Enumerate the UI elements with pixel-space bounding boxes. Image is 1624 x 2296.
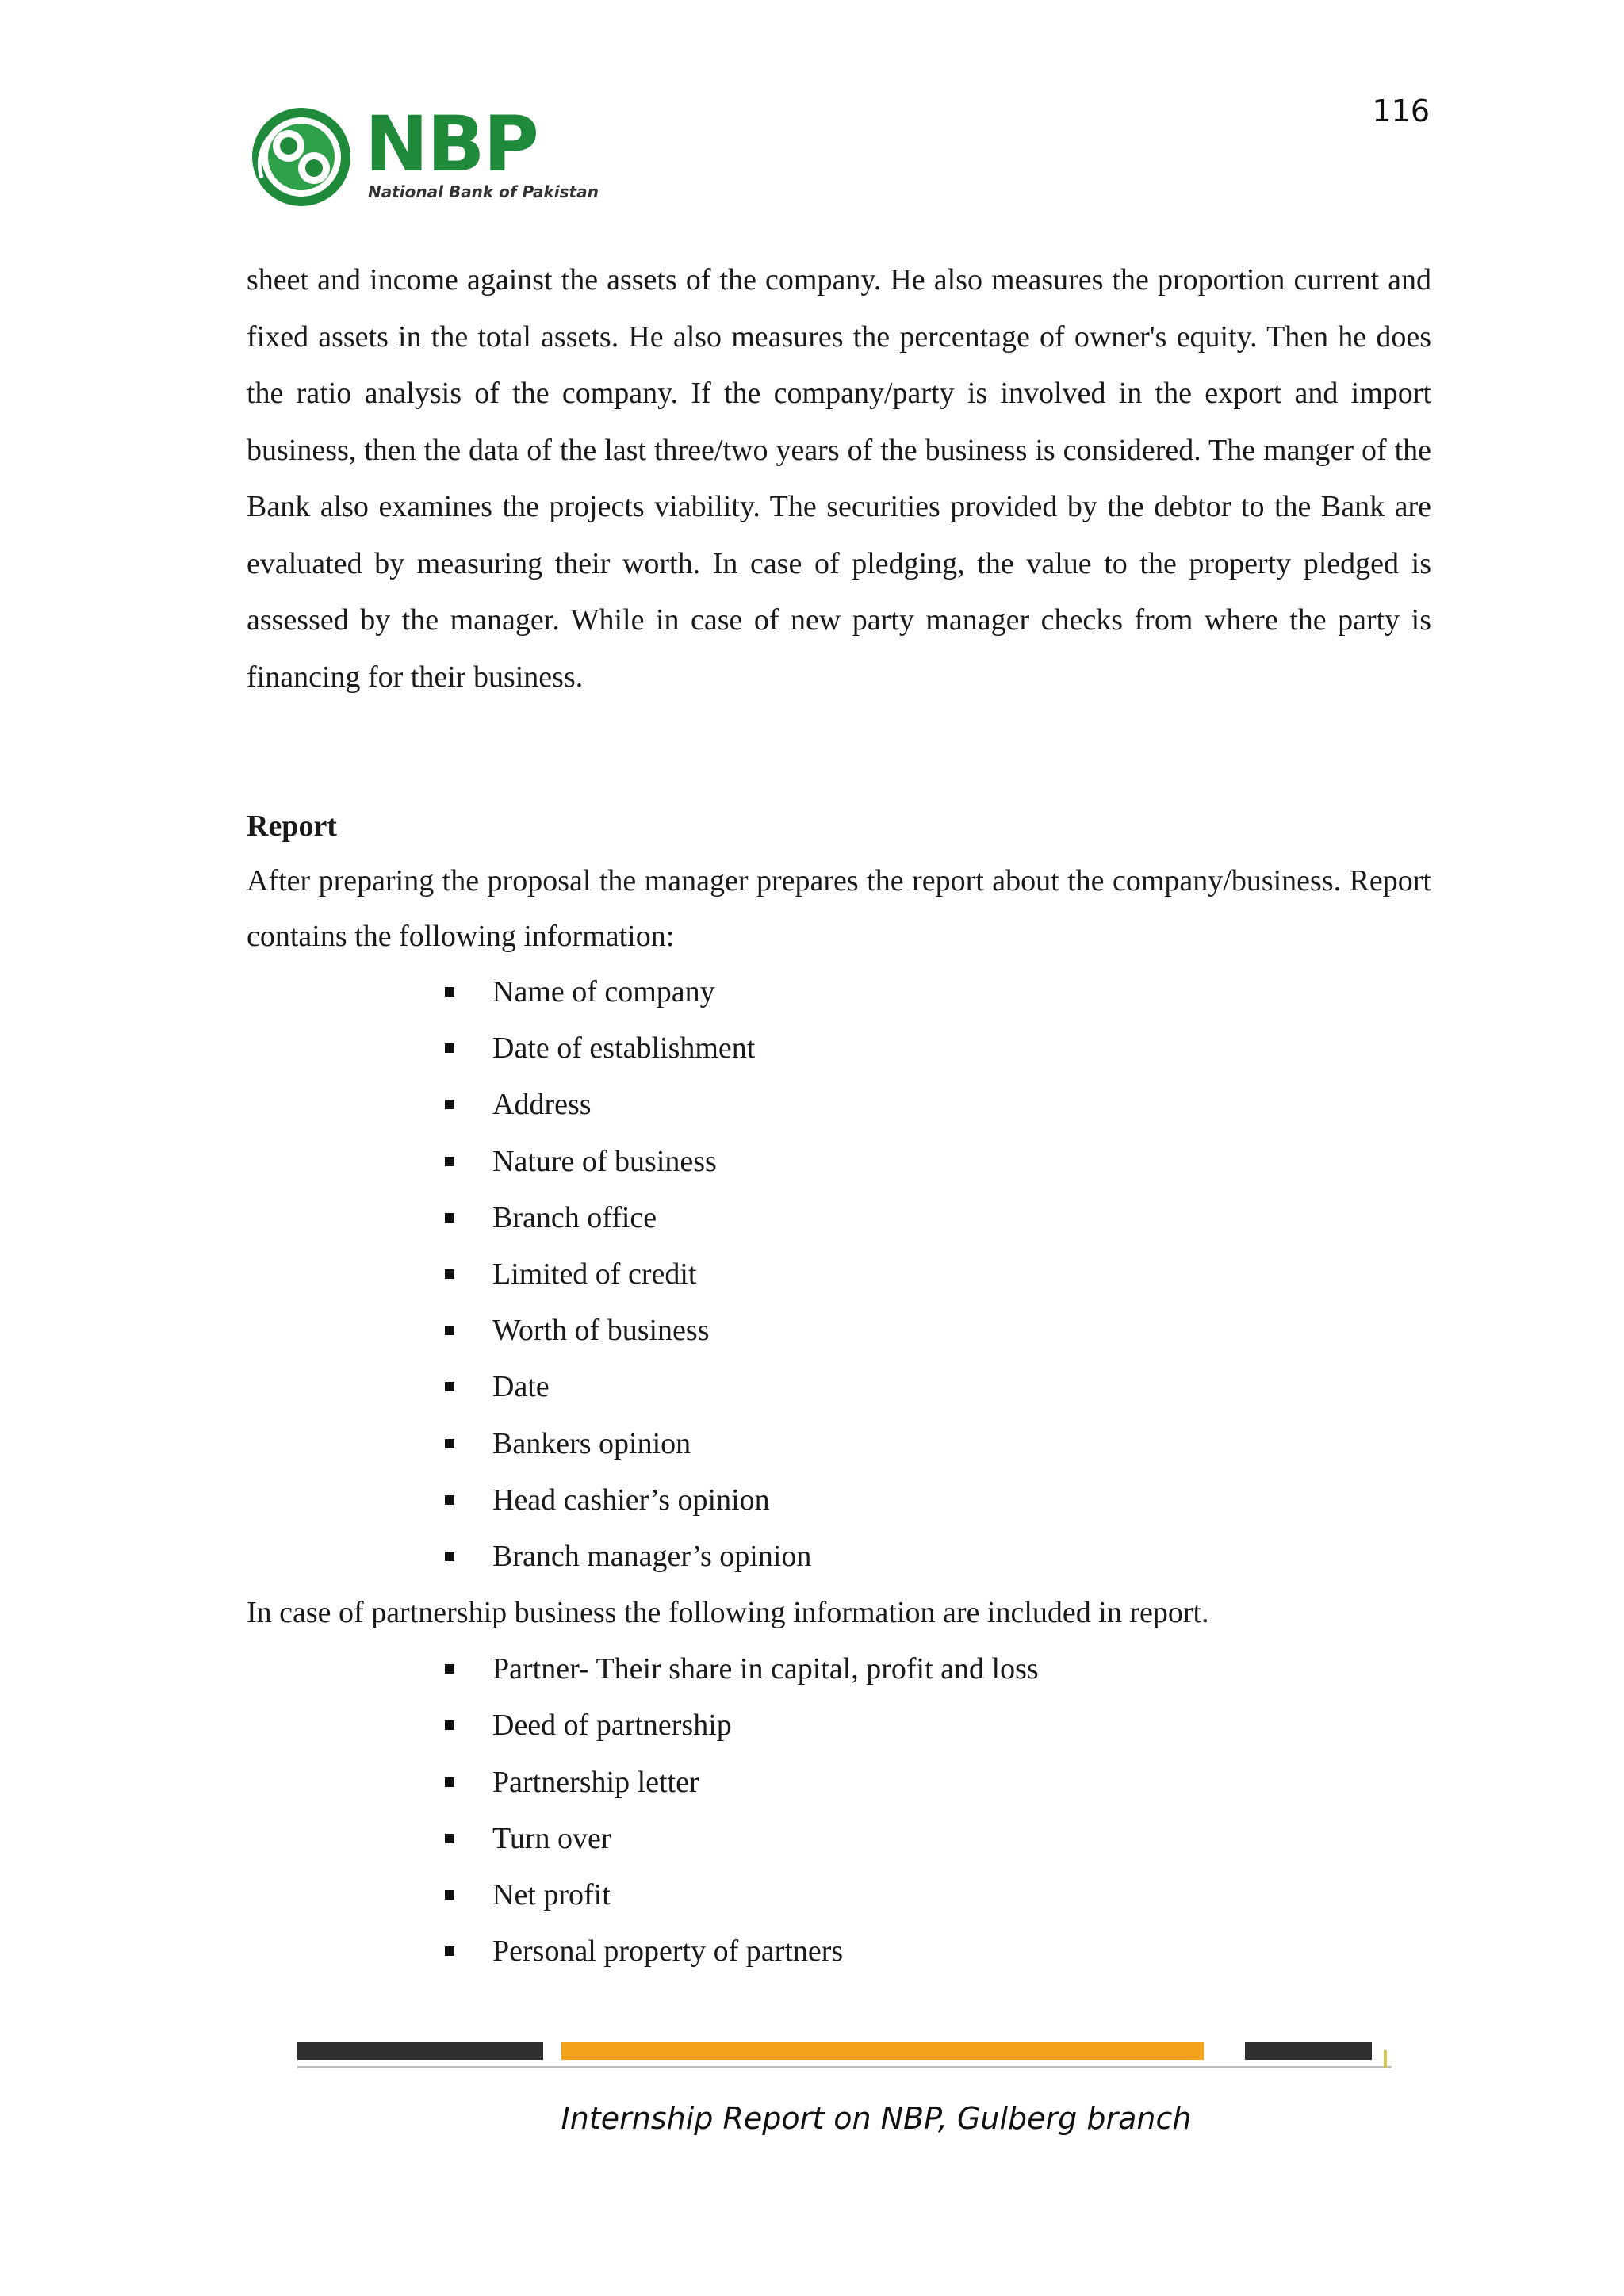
square-bullet-icon — [445, 1890, 454, 1900]
nbp-emblem-icon — [247, 98, 358, 217]
list-item: Worth of business — [445, 1303, 1431, 1359]
list-item: Bankers opinion — [445, 1416, 1431, 1472]
page-number: 116 — [1372, 94, 1430, 128]
footer-bar-dark — [1245, 2042, 1372, 2060]
square-bullet-icon — [445, 1664, 454, 1674]
partnership-items-list — [247, 1641, 1431, 1980]
list-item: Net profit — [445, 1867, 1431, 1923]
square-bullet-icon — [445, 1382, 454, 1391]
list-item: Head cashier’s opinion — [445, 1472, 1431, 1529]
list-item: Personal property of partners — [445, 1923, 1431, 1980]
square-bullet-icon — [445, 1326, 454, 1335]
partnership-intro: In case of partnership business the following information are included in report. — [247, 1596, 1209, 1630]
square-bullet-icon — [445, 1834, 454, 1843]
section-heading: Report — [247, 809, 337, 843]
list-item: Deed of partnership — [445, 1697, 1431, 1754]
footer-decoration — [297, 2039, 1392, 2071]
body-paragraph: sheet and income against the assets of the company. He also measures the proportion current and fixed assets in the total assets. He also measures the percentage of owner's equity. Then he does the ratio analysis of the company. If the company/party is involved in the export and import business, then the data of the last three/two years of the business is considered. The manger of the Bank also examines the projects viability. The securities provided by the debtor to the Bank are evaluated by measuring their worth. In case of pledging, the value to the property pledged is assessed by the manager. While in case of new party manager checks from where the party is financing for their business. — [247, 263, 1431, 694]
square-bullet-icon — [445, 1213, 454, 1223]
list-item: Date of establishment — [445, 1020, 1431, 1077]
list-item: Name of company — [445, 964, 1431, 1020]
footer-bar-orange — [561, 2042, 1204, 2060]
logo-wordmark: NBP — [365, 100, 538, 189]
list-item: Branch manager’s opinion — [445, 1529, 1431, 1585]
main-content — [247, 252, 1431, 1980]
list-item: Nature of business — [445, 1134, 1431, 1190]
footer-tick — [1384, 2050, 1387, 2068]
square-bullet-icon — [445, 1777, 454, 1787]
square-bullet-icon — [445, 1100, 454, 1109]
list-item: Turn over — [445, 1811, 1431, 1867]
report-intro: After preparing the proposal the manager prepares the report about the company/business. Report contains the following information: — [247, 864, 1431, 953]
footer-caption: Internship Report on NBP, Gulberg branch — [561, 2101, 1192, 2136]
square-bullet-icon — [445, 1495, 454, 1505]
report-items-list — [247, 964, 1431, 1585]
square-bullet-icon — [445, 1946, 454, 1956]
list-item: Limited of credit — [445, 1246, 1431, 1303]
list-item: Date — [445, 1359, 1431, 1415]
footer-bar-dark — [297, 2042, 543, 2060]
logo-subtitle: National Bank of Pakistan — [368, 182, 599, 201]
footer-rule — [297, 2066, 1392, 2068]
list-item: Branch office — [445, 1190, 1431, 1246]
square-bullet-icon — [445, 1157, 454, 1166]
square-bullet-icon — [445, 1043, 454, 1053]
list-item: Partner- Their share in capital, profit and loss — [445, 1641, 1431, 1697]
list-item: Address — [445, 1077, 1431, 1133]
square-bullet-icon — [445, 1552, 454, 1561]
square-bullet-icon — [445, 1720, 454, 1730]
square-bullet-icon — [445, 1269, 454, 1279]
list-item: Partnership letter — [445, 1755, 1431, 1811]
nbp-logo — [247, 98, 612, 217]
square-bullet-icon — [445, 987, 454, 997]
square-bullet-icon — [445, 1439, 454, 1448]
